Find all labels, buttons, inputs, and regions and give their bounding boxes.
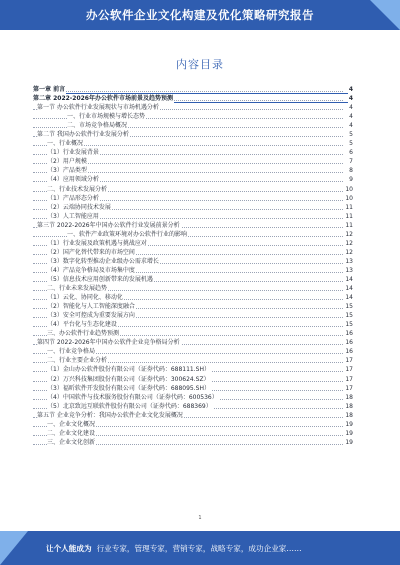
toc-entry-page: 17 (345, 366, 353, 374)
toc-entry[interactable] (33, 212, 353, 221)
toc-entry-title: 一、行业竞争格局 (47, 348, 96, 356)
toc-entry-title: （3）产品类型 (47, 167, 87, 175)
toc-entry[interactable] (33, 121, 353, 130)
toc-entry[interactable] (33, 185, 353, 194)
toc-entry[interactable] (33, 302, 353, 311)
toc-entry-page: 14 (345, 285, 353, 293)
toc-entry[interactable] (33, 85, 353, 94)
toc-entry-title: 一、行业概况 (47, 140, 84, 148)
toc-entry-title: （1）产品形态分析 (47, 194, 99, 202)
toc-entry-page: 12 (345, 230, 353, 238)
toc-entry-page: 18 (345, 402, 353, 410)
toc-entry-title: （3）数字化转型推动企业级办公需求增长 (47, 257, 159, 265)
toc-entry[interactable] (33, 420, 353, 429)
toc-entry[interactable] (33, 94, 353, 103)
toc-entry-title: （3）福昕软件开发股份有限公司（证券代码：688095.SH） (47, 384, 210, 392)
toc-entry-page: 4 (348, 86, 353, 93)
toc-entry-title: 三、办公软件行业趋势预测 (47, 330, 120, 338)
toc-entry-page: 5 (349, 131, 353, 139)
toc-entry-title: 第一章 前言 (33, 86, 66, 93)
toc-entry[interactable] (33, 203, 353, 212)
toc-entry-page: 15 (345, 303, 353, 311)
toc-entry-title: （2）万兴科技集团股份有限公司（证券代码：300624.SZ） (47, 375, 210, 383)
toc-entry[interactable] (33, 338, 353, 347)
toc-entry-title: 二、行业主要企业分析 (47, 357, 108, 365)
toc-entry-title: （4）中国软件与技术服务股份有限公司（证券代码：600536） (47, 393, 218, 401)
toc-entry[interactable] (33, 175, 353, 184)
toc-entry-page: 12 (345, 239, 353, 247)
toc-entry-title: 一、企业文化概况 (47, 420, 96, 428)
toc-entry-page: 17 (345, 384, 353, 392)
toc-entry-page: 11 (345, 203, 353, 211)
toc-entry-title: 一、软件产业政策环境对办公软件行业的影响 (67, 230, 188, 238)
toc-entry[interactable] (33, 375, 353, 384)
toc-entry-title: （3）人工智能应用 (47, 212, 99, 220)
toc-entry-title: （2）云端协同技术发展 (47, 203, 111, 211)
toc-entry-title: （4）产品竞争格局及市场集中度 (47, 266, 135, 274)
toc-entry-title: 三、企业文化创新 (47, 438, 96, 446)
toc-entry-page: 8 (349, 167, 353, 175)
toc-entry[interactable] (33, 230, 353, 239)
toc-entry[interactable] (33, 356, 353, 365)
toc-entry-page: 5 (349, 140, 353, 148)
footer-slogan-text: 行业专家，管理专家，营销专家，战略专家，成功企业家…… (96, 544, 302, 553)
toc-entry-page: 4 (348, 95, 353, 103)
toc-entry[interactable] (33, 275, 353, 284)
toc-entry[interactable] (33, 429, 353, 438)
toc-entry-title: （2）国产化替代带来的市场空间 (47, 248, 135, 256)
toc-entry-page: 15 (345, 312, 353, 320)
toc-entry-page: 15 (345, 321, 353, 329)
toc-entry-title: （4）应用领域分析 (47, 176, 99, 184)
toc-entry[interactable] (33, 139, 353, 148)
toc-entry[interactable] (33, 248, 353, 257)
toc-entry-page: 11 (345, 221, 353, 229)
toc-entry-title: （2）用户规模 (47, 158, 87, 166)
toc-entry-page: 16 (345, 339, 353, 347)
toc-entry[interactable] (33, 347, 353, 356)
toc-entry-page: 19 (345, 438, 353, 446)
toc-entry-page: 14 (345, 294, 353, 302)
toc-entry[interactable] (33, 130, 353, 139)
toc-entry[interactable] (33, 365, 353, 374)
toc-entry-title: 第四节 2022-2026年中国办公软件企业竞争格局分析 (37, 339, 180, 347)
toc-entry-title: 二、企业文化建设 (47, 429, 96, 437)
toc-entry[interactable] (33, 329, 353, 338)
toc-entry-title: （2）智能化与人工智能深度融合 (47, 303, 135, 311)
toc-entry[interactable] (33, 166, 353, 175)
toc-entry-page: 18 (345, 411, 353, 419)
toc-entry-title: 二、市场竞争格局概况 (67, 122, 128, 130)
toc-entry-title: 二、行业未来发展趋势 (47, 285, 108, 293)
toc-entry[interactable] (33, 384, 353, 393)
document-title: 办公软件企业文化构建及优化策略研究报告 (86, 8, 314, 22)
toc-entry-title: （3）安全可控成为重要发展方向 (47, 312, 135, 320)
toc-leader-dots (33, 91, 343, 92)
toc-entry[interactable] (33, 112, 353, 121)
toc-entry-page: 16 (345, 348, 353, 356)
footer-slogan-lead: 让个人能成为 (46, 544, 92, 553)
toc-entry[interactable] (33, 393, 353, 402)
toc-entry-title: 第二章 2022-2026年办公软件市场前景及趋势预测 (33, 95, 173, 103)
toc-entry-page: 4 (349, 122, 353, 130)
table-of-contents (33, 85, 353, 521)
toc-entry-title: 第二节 我国办公软件行业发展分析 (37, 131, 129, 139)
toc-entry[interactable] (33, 284, 353, 293)
toc-entry-page: 14 (345, 275, 353, 283)
toc-entry-page: 9 (349, 176, 353, 184)
toc-entry-page: 16 (345, 330, 353, 338)
toc-entry-title: （1）行业发展背景 (47, 149, 99, 157)
toc-entry-page: 19 (345, 420, 353, 428)
toc-entry-page: 17 (345, 375, 353, 383)
toc-entry-title: （5）信息技术应用创新带来的发展机遇 (47, 275, 153, 283)
toc-entry-page: 7 (349, 158, 353, 166)
toc-entry-title: 第一节 办公软件行业发展现状与市场机遇分析 (37, 104, 159, 112)
toc-entry[interactable] (33, 257, 353, 266)
toc-entry-title: （4）平台化与生态化建设 (47, 321, 117, 329)
toc-entry[interactable] (33, 266, 353, 275)
toc-entry-title: 第五节 企业竞争分析：我国办公软件企业文化发展概况 (37, 411, 183, 419)
toc-entry-page: 10 (345, 185, 353, 193)
toc-entry[interactable] (33, 103, 353, 112)
toc-entry-page: 18 (345, 393, 353, 401)
toc-entry-title: 一、行业市场规模与增长态势 (67, 113, 146, 121)
toc-heading: 内容目录 (176, 58, 224, 71)
toc-entry-title: 第三节 2022-2026年中国办公软件行业发展前景分析 (37, 221, 180, 229)
toc-entry-page: 4 (349, 104, 353, 112)
toc-entry-page: 10 (345, 194, 353, 202)
toc-entry[interactable] (33, 438, 353, 447)
toc-entry-title: （1）云化、协同化、移动化 (47, 294, 123, 302)
toc-entry-page: 4 (349, 113, 353, 121)
toc-entry[interactable] (33, 239, 353, 248)
toc-entry[interactable] (33, 148, 353, 157)
toc-entry-page: 11 (345, 212, 353, 220)
footer-corner-decoration (0, 531, 28, 565)
toc-entry[interactable] (33, 320, 353, 329)
toc-entry[interactable] (33, 157, 353, 166)
page-number: 1 (198, 515, 202, 521)
toc-entry-title: （1）行业发展及政策机遇与挑战应对 (47, 239, 147, 247)
toc-entry-page: 6 (349, 149, 353, 157)
toc-entry[interactable] (33, 311, 353, 320)
toc-entry-page: 13 (345, 266, 353, 274)
toc-entry-title: （5）北京致远互联软件股份有限公司（证券代码：688369） (47, 402, 212, 410)
footer-slogan (46, 543, 386, 554)
toc-entry[interactable] (33, 221, 353, 230)
toc-entry[interactable] (33, 293, 353, 302)
toc-entry[interactable] (33, 194, 353, 203)
toc-entry-page: 12 (345, 248, 353, 256)
toc-entry-page: 13 (345, 257, 353, 265)
toc-entry[interactable] (33, 402, 353, 411)
toc-entry-title: （1）金山办公软件股份有限公司（证券代码：688111.SH） (47, 366, 210, 374)
toc-entry[interactable] (33, 411, 353, 420)
toc-entry-page: 17 (345, 357, 353, 365)
toc-entry-page: 19 (345, 429, 353, 437)
toc-entry-title: 二、行业技术发展分析 (47, 185, 108, 193)
